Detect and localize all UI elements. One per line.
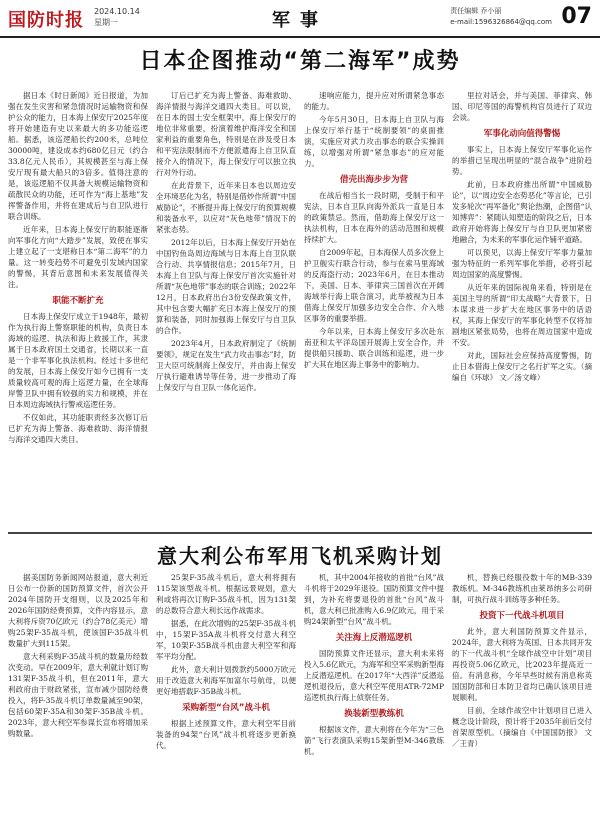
paragraph: 据日本《时日新闻》近日报道，为加强在发生灾害和紧急情况时运输物资和保护公众的能力，日本海上保安厅2025年度将开始建造有史以来最大的多功能巡逻船。据悉，该巡逻船长约200米，总吨位30000吨，建设成本约680亿日元（约合33.8亿元人民币），其规模甚至与海上保安厅现有最大船只的3倍多。值得注意的是，该巡逻船不仅具备大规模运输物资和疏散民众的功能，还可作为“海上基地”发挥警备作用，并将在建成后与自卫队进行联合训练。	[8, 91, 148, 221]
weekday-text: 星期一	[94, 18, 118, 27]
paragraph: 里拉对话会，并与美国、菲律宾、韩国、印尼等国的海警机构官员进行了双边会谈。	[452, 91, 592, 122]
editor-name: 责任编辑 乔小丽	[450, 7, 502, 15]
paragraph: 自2009年起，日本海保人员多次登上护卫舰实行联合行动，参与在索马里海域的反海盗行动；2023年6月，在日本推动下，美国、日本、菲律宾三国首次在开阔海域举行海上联合演习，此举被视为日本借海上保安厅加强多边安全合作、介入地区事务的重要举措。	[304, 248, 444, 323]
subheading: 关注海上反潜巡逻机	[335, 633, 413, 643]
paragraph: 日本海上保安厅成立于1948年，最初作为执行海上警察职能的机构，负责日本海域的巡逻、执法和海上救援工作，其隶属于日本政府国土交通省，长期以来一直是一个非军事化执法机构。经过十多世纪的发展，日本海上保安厅如今已拥有一支质量较高可观的海上巡逻力量，在全球海岸警卫队中拥有较强的实力和规模，并在日本周边海域执行警戒巡逻任务。	[8, 312, 148, 409]
page-number: 07	[561, 4, 592, 29]
paragraph: 根据上述预算文件，意大利空军目前装备的94架“台风”战斗机将逐步更新换代。	[156, 719, 296, 750]
subheading: 职能不断扩充	[52, 296, 104, 306]
paragraph: 订后已扩充为海上警备、海难救助、海洋情报与海洋交通四大类目。可以说，在日本的国土安全框架中，海上保安厅的地位非常重要，扮演着维护海洋安全和国家利益的重要角色，特别是在涉及受日本和平宪法限制而不方便派遣海上自卫队直接介入的情况下，海上保安厅可以独立执行对外行动。	[156, 91, 296, 177]
paragraph: 意大利采购F-35战斗机的数量历经数次变动。早在2009年，意大利就计划订购131架F-35战斗机，但在2011年，意大利政府由于财政紧张，宣布减少国防经费投入，将F-35战斗机订单数量减至90架，包括60架F-35A和30架F-35B战斗机。2023年，意大利空军参谋长宣布将增加采购数量。	[8, 652, 148, 738]
paragraph: 今年以来，日本海上保安厅多次赴东南亚和太平洋岛国开展海上安全合作，并提供船只援助、联合训练和巡逻，进一步扩大其在地区海上事务中的影响力。	[304, 327, 444, 369]
subheading: 军事化动向值得警惕	[483, 129, 561, 139]
article-2-headline: 意大利公布军用飞机采购计划	[157, 544, 443, 568]
paragraph: 目前，全球作战空中计划项目已进入概念设计阶段，预计将于2035年前后交付首架原型机。（摘编自《中国国防报》 文／王青）	[452, 706, 592, 748]
subheading: 换装新型教练机	[344, 709, 404, 719]
masthead-logo: 国防时报	[8, 10, 84, 31]
paragraph: 据美国防务新闻网站报道，意大利近日公布一份新的国防预算文件，首次公开2024年国防开支细则，以及2025年和2026年国防经费预算，文件内容显示，意大利将斥资70亿欧元（约合78亿美元）增购25架F-35战斗机，使该国F-35战斗机数量扩大到115架。	[8, 573, 148, 648]
paragraph: 机，其中2004年接收的首批“台风”战斗机将于2029年退役。国防预算文件中提到，为补充将要退役的首批“台风”战斗机，意大利已批准购入6.9亿欧元，用于采购24架新型“台风”战斗机。	[304, 573, 444, 626]
paragraph: 在此背景下，近年来日本也以周边安全环境恶化为名，特别是借炒作所谓“中国威胁论”，不断提升海上保安厅的预算规模和装备水平，以应对“灰色地带”情况下的紧张态势。	[156, 181, 296, 234]
subheading: 借壳出海步步为营	[339, 175, 408, 185]
paragraph: 2023年4月，日本政府制定了《统制要领》，规定在发生“武力攻击事态”时，防卫大臣可统制海上保安厅，并由海上保安厅执行避难诱导等任务，进一步推动了海上保安厅与自卫队一体化运作。	[156, 339, 296, 392]
subheading: 采购新型“台风”战斗机	[182, 703, 270, 713]
paragraph: 此外，意大利国防预算文件显示，2024年，意大利将为英国、日本共同开发的下一代战斗机“全球作战空中计划”项目再投资5.06亿欧元，比2023年提高近一倍。有消息称，今年早些时候有消息称英国国防部和日本防卫省均已确认该项目进展顺利。	[452, 627, 592, 702]
subheading: 投资下一代战斗机项目	[479, 611, 565, 621]
paragraph: 2012年以后，日本海上保安厅开始在中国钓鱼岛周边海域与日本海上自卫队联合行动、共享情报信息；2015年7月，日本海上自卫队与海上保安厅首次实施针对所谓“灰色地带”事态的联合训练；2022年12月，日本政府出台3份安保政策文件，其中包含要大幅扩充日本海上保安厅的预算和装备，同时加强海上保安厅与自卫队的合作。	[156, 238, 296, 335]
article-2-column	[304, 572, 444, 824]
paragraph: 据悉，在此次增购的25架F-35战斗机中，15架F-35A战斗机将交付意大利空军，10架F-35B战斗机由意大利空军和海军平均分配。	[156, 619, 296, 661]
paragraph: 机，替换已经服役数十年的MB-339教练机。M-346教练机由莱昂纳多公司研制，可执行战斗训练等多种任务。	[452, 573, 592, 604]
paragraph: 对此，国际社会应保持高度警惕，防止日本借海上保安厅之名行扩军之实。（摘编自《环球》 文／汤文峰）	[452, 351, 592, 382]
article-1-column	[452, 90, 592, 526]
paragraph: 今年5月30日，日本海上自卫队与海上保安厅举行基于“统制要领”的桌面推演，实施应对武力攻击事态的联合实操训练，以增强对所谓“紧急事态”的应对能力。	[304, 115, 444, 168]
article-2-column	[452, 572, 592, 824]
paragraph: 25架F-35战斗机后，意大利将拥有115架该型战斗机。根据远景规划，意大利或将再次订购F-35战斗机，因为131架的总数符合意大利长远作战需求。	[156, 573, 296, 615]
paragraph: 此外，意大利计划拨款约5000万欧元用于改造意大利海军加富尔号航母，以便更好地搭载F-35B战斗机。	[156, 665, 296, 696]
paragraph: 从近年来的国际视角来看，特别是在美国主导的所谓“印太战略”大背景下，日本谋求进一步扩大在地区事务中的话语权，其海上保安厅的军事化转型不仅将加剧地区紧张局势，也将在周边国家中造成不安。	[452, 283, 592, 347]
article-1-body	[8, 90, 592, 526]
paragraph: 近年来，日本海上保安厅的职能逐渐向军事化方向“大踏步”发展，致使在事实上建立起了一支堪称日本“第二海军”的力量。这一转变趋势不可避免引发域内国家的警惕，其背后意图和未来发展值得关注。	[8, 225, 148, 289]
paragraph: 速响应能力，提升应对所谓紧急事态的能力。	[304, 91, 444, 111]
page-header	[0, 0, 600, 38]
paragraph: 事实上，日本海上保安厅军事化运作的举措已呈现出明显的“混合战争”进阶趋势。	[452, 145, 592, 176]
editor-info	[450, 6, 552, 28]
paragraph: 此前，日本政府推出所谓“中国威胁论”，以“周边安全态势恶化”等言论，已引发多轮次“再军备化”舆论热潮，企图借“认知博弈”：紧随认知塑造的阶段之后，日本政府开始将海上保安厅与自卫队更加紧密地融合，为未来的军事化运作铺平道路。	[452, 180, 592, 244]
section-title: 军事	[272, 10, 328, 31]
paragraph: 可以预见，以海上保安厅军事力量加强为特征的一系列军事化举措，必将引起周边国家的高度警惕。	[452, 248, 592, 279]
paragraph: 根据该文件，意大利将在今年为“三色箭”飞行表演队采购15架新型M-346教练机。	[304, 725, 444, 756]
article-2-column	[8, 572, 148, 824]
paragraph: 国防预算文件还显示，意大利未来将投入5.6亿欧元，为海军和空军采购新型海上反潜巡逻机。在2017年“大西洋”反潜巡逻机退役后，意大利空军使用ATR-72MP巡逻机执行海上侦察任务。	[304, 649, 444, 702]
article-2-body	[8, 572, 592, 824]
editor-email: e-mail:1596326864@qq.com	[450, 18, 552, 26]
section-divider	[8, 532, 592, 534]
article-1-column	[8, 90, 148, 526]
paragraph: 不仅如此，其功能职责经多次修订后已扩充为海上警备、海难救助、海洋情报与海洋交通四大类目。	[8, 413, 148, 444]
paragraph: 在战后相当长一段时期，受制于和平宪法，日本自卫队向海外派兵一直是日本的政策禁忌。然而，借助海上保安厅这一执法机构，日本在海外的活动范围和规模持续扩大。	[304, 191, 444, 244]
article-1-column	[304, 90, 444, 526]
article-1-column	[156, 90, 296, 526]
article-1-headline: 日本企图推动“第二海军”成势	[139, 49, 461, 74]
article-2-column	[156, 572, 296, 824]
date-text: 2024.10.14	[94, 7, 140, 16]
